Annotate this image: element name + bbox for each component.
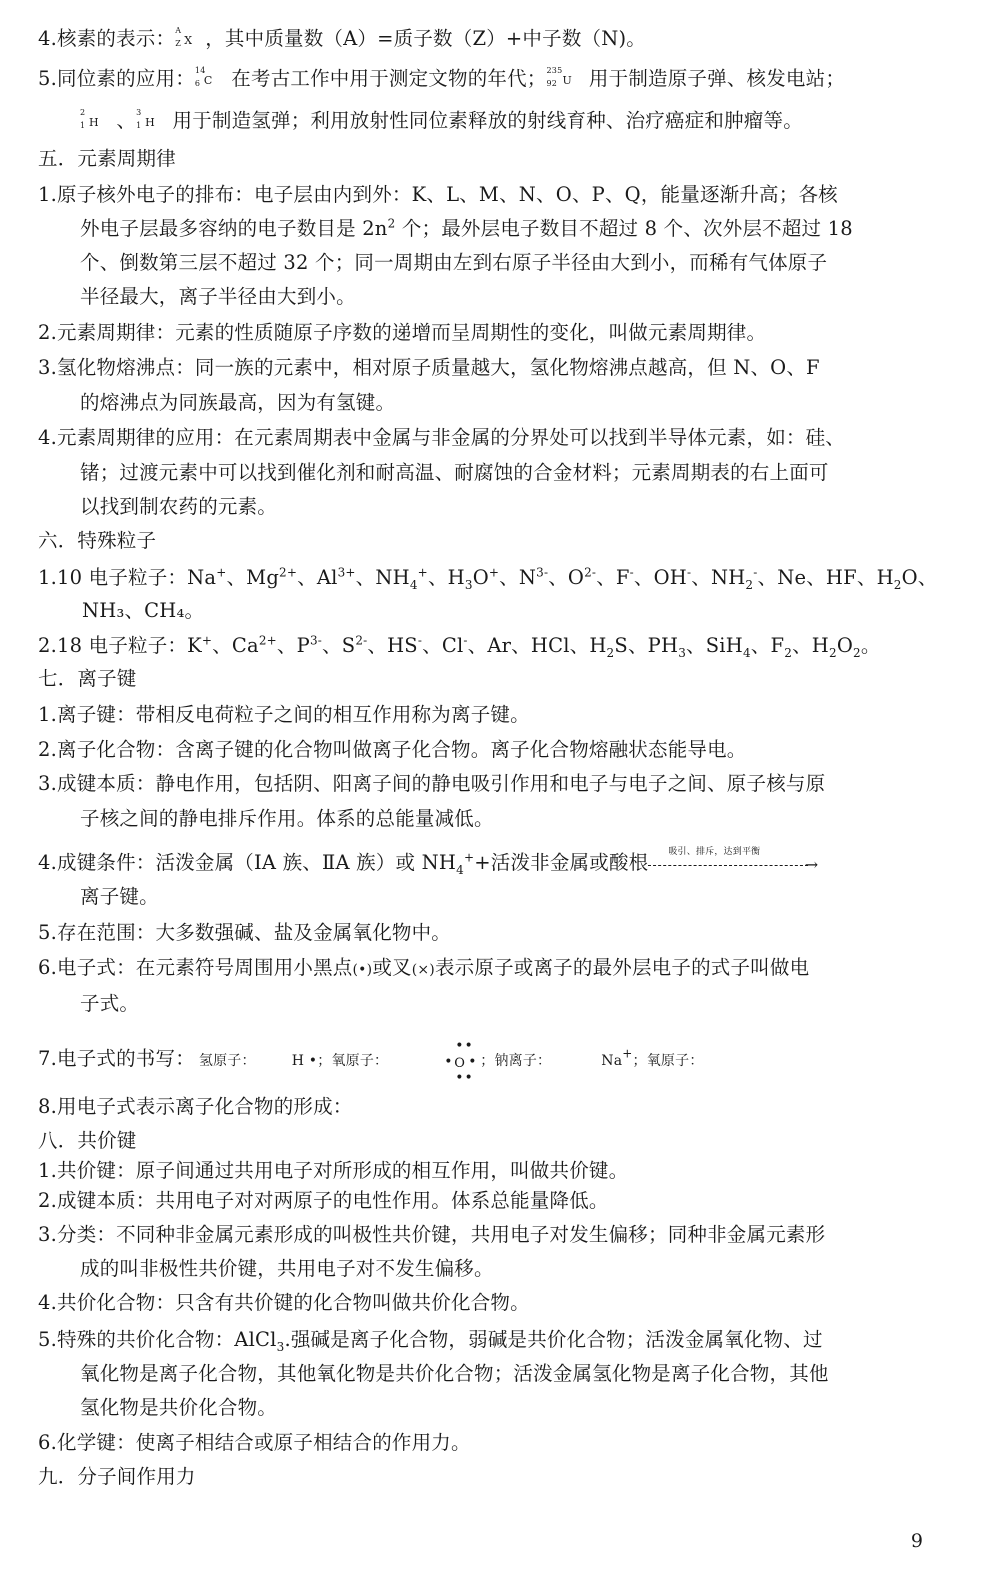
section-heading: 九．分子间作用力: [38, 1465, 196, 1488]
paragraph-line: 3.氢化物熔沸点：同一族的元素中，相对原子质量越大，氢化物熔沸点越高，但 N、O、F: [38, 356, 820, 379]
text: 个；最外层电子数目不超过 8 个、次外层不超过 18: [395, 217, 853, 240]
mass-number: 235: [546, 65, 563, 75]
label: ；钠离子：: [480, 1053, 552, 1069]
subscript: 3: [276, 1339, 285, 1354]
hydrogen-electron-formula: H •: [291, 1053, 318, 1069]
nuclide-symbol: [547, 67, 583, 93]
paragraph-line: 1.共价键：原子间通过共用电子对所形成的相互作用，叫做共价键。: [38, 1159, 629, 1182]
paragraph-line: 个、倒数第三层不超过 32 个；同一周期由左到右原子半径由大到小，而稀有气体原子: [80, 251, 828, 274]
paragraph-line: 离子键。: [80, 885, 159, 908]
paragraph-line: NH₃、CH₄。: [82, 599, 205, 622]
text: +活泼非金属或酸根: [474, 851, 649, 874]
electron-formula-writing-line: [38, 1037, 945, 1086]
element-symbol: C: [203, 73, 213, 87]
text: 用于制造原子弹、核发电站；: [582, 67, 846, 90]
paragraph-line: 3.成键本质：静电作用，包括阴、阳离子间的静电吸引作用和电子与电子之间、原子核与原: [38, 772, 826, 795]
label: 氢原子：: [198, 1053, 256, 1069]
nuclide-symbol: [175, 27, 205, 53]
mass-number: 2: [80, 107, 86, 117]
electron-dot: •: [444, 1053, 453, 1070]
text: 外电子层最多容纳的电子数目是 2n: [80, 217, 388, 240]
mass-number: 14: [194, 65, 206, 75]
oxygen-electron-formula: [444, 1037, 480, 1086]
atomic-number: 1: [136, 120, 142, 130]
section-heading: 五．元素周期律: [38, 147, 176, 170]
arrow-label: 吸引、排斥，达到平衡: [668, 846, 761, 857]
text: 或叉: [372, 956, 412, 979]
superscript: +: [463, 850, 475, 865]
paragraph-line: 的熔沸点为同族最高，因为有氢键。: [80, 391, 396, 414]
section-heading: 七．离子键: [38, 667, 137, 690]
atomic-number: 92: [546, 78, 558, 88]
bond-condition-line: [38, 846, 945, 877]
text: 4.核素的表示：: [38, 27, 176, 50]
page-number: 9: [910, 1530, 923, 1552]
text: ，其中质量数（A）=质子数（Z）+中子数（N)。: [205, 27, 646, 50]
paragraph-line: 以找到制农药的元素。: [80, 495, 278, 518]
mass-number: A: [175, 25, 182, 35]
paragraph-line: 氧化物是离子化合物，其他氧化物是共价化合物；活泼金属氢化物是离子化合物，其他: [80, 1362, 829, 1385]
text: 2.18 电子粒子：: [38, 634, 188, 657]
atomic-number: Z: [175, 38, 181, 48]
paragraph-line: 4.元素周期律的应用：在元素周期表中金属与非金属的分界处可以找到半导体元素，如：硅、: [38, 426, 846, 449]
paragraph-line: 子式。: [80, 992, 140, 1015]
element-symbol: H: [145, 115, 155, 129]
element-symbol: H: [89, 115, 99, 129]
isotope-applications-line: [38, 66, 945, 93]
text: 、: [110, 109, 137, 132]
paragraph-line: 8.用电子式表示离子化合物的形成：: [38, 1095, 353, 1118]
eighteen-electron-particles-line: 2.18 电子粒子：K+、$Ca^{2+}$、$P^{3-}$、$S^{2-}$、HS-、Cl-、Ar、HCl、$H_2S$、$PH_3$、SiH$_4$、$F_2$、$H_2O_2$。: [38, 633, 881, 660]
paragraph-line: 1.原子核外电子的排布：电子层由内到外：K、L、M、N、O、P、Q，能量逐渐升高；各核: [38, 183, 838, 206]
paragraph-line: [80, 216, 945, 242]
paragraph-line: 6.化学键：使离子相结合或原子相结合的作用力。: [38, 1431, 471, 1454]
mass-number: 3: [136, 107, 142, 117]
paragraph-line: 5.存在范围：大多数强碱、盐及金属氧化物中。: [38, 921, 452, 944]
sodium-ion-formula: Na: [601, 1053, 623, 1069]
dot-symbol: (•): [352, 962, 373, 978]
subscript: 4: [456, 862, 464, 877]
electron-dots: ••: [455, 1037, 474, 1054]
arrow-head-icon: →: [804, 854, 819, 874]
text: 用于制造氢弹；利用放射性同位素释放的射线育种、治疗癌症和肿瘤等。: [166, 109, 803, 132]
paragraph-line: 子核之间的静电排斥作用。体系的总能量减低。: [80, 807, 494, 830]
section-heading: 八．共价键: [38, 1129, 137, 1152]
electron-dot: •: [468, 1053, 477, 1070]
paragraph-line: 1.离子键：带相反电荷粒子之间的相互作用称为离子键。: [38, 703, 530, 726]
paragraph-line: 成的叫非极性共价键，共用电子对不发生偏移。: [80, 1257, 494, 1280]
text: 7.电子式的书写：: [38, 1047, 195, 1070]
paragraph-line: 3.分类：不同种非金属元素形成的叫极性共价键，共用电子对发生偏移；同种非金属元素形: [38, 1223, 826, 1246]
text: 表示原子或离子的最外层电子的式子叫做电: [434, 956, 810, 979]
label: ；氧原子：: [317, 1053, 389, 1069]
nuclide-symbol: [80, 109, 110, 135]
text: 在考古工作中用于测定文物的年代；: [224, 67, 547, 90]
ten-electron-particles-line: 1.10 电子粒子：Na+、$Mg^{2+}$、$Al^{3+}$、$NH_4^+$、$H_3O^+$、$N^{3-}$、$O^{2-}$、F-、OH-、$NH_2^-$、Ne、HF、$H_2O$、: [38, 565, 938, 592]
text: .强碱是离子化合物，弱碱是共价化合物；活泼金属氧化物、过: [284, 1328, 823, 1351]
superscript: +: [622, 1046, 633, 1061]
electron-formula-definition-line: [38, 955, 945, 983]
paragraph-line: 2.离子化合物：含离子键的化合物叫做离子化合物。离子化合物熔融状态能导电。: [38, 738, 747, 761]
nuclide-symbol: [195, 67, 225, 93]
atomic-number: 1: [80, 120, 86, 130]
arrow-line: [648, 865, 808, 866]
paragraph-line: 锗；过渡元素中可以找到催化剂和耐高温、耐腐蚀的合金材料；元素周期表的右上面可: [80, 461, 829, 484]
element-symbol: U: [562, 73, 572, 87]
atomic-number: 6: [194, 78, 201, 88]
superscript: 2: [387, 216, 396, 231]
section-heading: 六．特殊粒子: [38, 529, 157, 552]
text: 5.特殊的共价化合物：AlCl: [38, 1328, 277, 1351]
text: 6.电子式：在元素符号周围用小黑点: [38, 956, 353, 979]
cross-symbol: (×): [411, 962, 435, 978]
paragraph-line: 4.共价化合物：只含有共价键的化合物叫做共价化合物。: [38, 1291, 530, 1314]
nuclide-representation-line: [38, 26, 945, 53]
element-symbol: X: [184, 33, 193, 47]
isotope-applications-line-2: [80, 108, 945, 135]
paragraph-line: 2.成键本质：共用电子对对两原子的电性作用。体系总能量降低。: [38, 1189, 609, 1212]
paragraph-line: 半径最大，离子半径由大到小。: [80, 285, 356, 308]
text: 5.同位素的应用：: [38, 67, 195, 90]
text: 1.10 电子粒子：: [38, 566, 188, 589]
text: 4.成键条件：活泼金属（ⅠA 族、ⅡA 族）或 NH: [38, 851, 457, 874]
paragraph-line: 氢化物是共价化合物。: [80, 1396, 278, 1419]
electron-dots: ••: [455, 1069, 474, 1086]
reaction-arrow: [648, 846, 819, 877]
label: ；氧原子：: [632, 1053, 704, 1069]
nuclide-symbol: [136, 109, 166, 135]
paragraph-line: 2.元素周期律：元素的性质随原子序数的递增而呈周期性的变化，叫做元素周期律。: [38, 321, 767, 344]
paragraph-line: [38, 1327, 945, 1353]
element-symbol: O: [454, 1055, 466, 1071]
